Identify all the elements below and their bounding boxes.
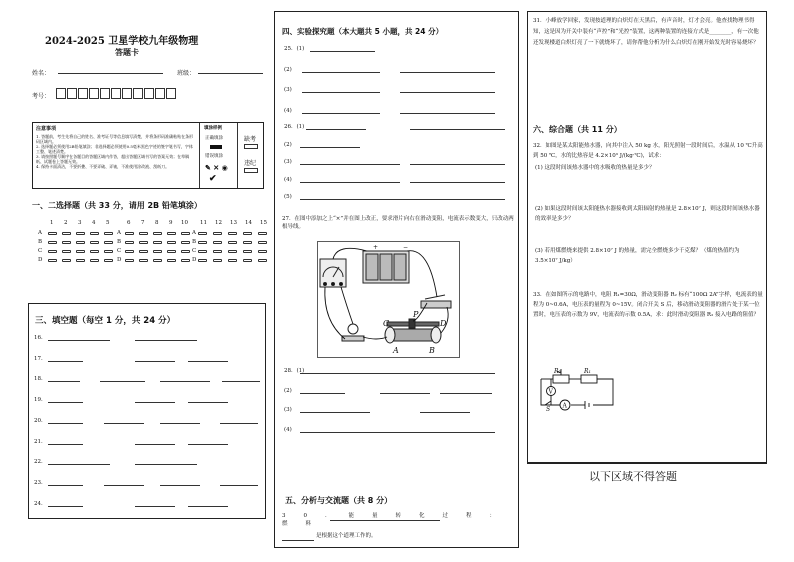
fill-blank[interactable] [135, 402, 175, 403]
rheostat [385, 319, 441, 343]
mc-option: C [38, 248, 43, 254]
answer-label: (5) [284, 194, 292, 200]
mc-bubble[interactable] [213, 241, 222, 244]
q32-part2: (2) 如果这段时间该太阳能热水器接收到太阳辐射的热量是 2.8×10⁷ J，则这段时间该热水器的效率是多少？ [535, 206, 760, 222]
mc-bubble[interactable] [104, 232, 113, 235]
exam-title: 2024-2025 卫星学校九年级物理 [45, 36, 199, 47]
fill-sample-title: 填涂样例 [204, 126, 222, 131]
answer-blank[interactable] [300, 199, 505, 200]
answer-blank[interactable] [300, 373, 495, 374]
answer-label: (3) [284, 407, 292, 414]
mc-num: 7 [141, 220, 145, 226]
section-6-title: 六、综合题（共 11 分） [533, 125, 622, 134]
class-label: 班级： [177, 70, 196, 77]
mc-bubble[interactable] [181, 241, 190, 244]
notice-title: 注意事项 [36, 126, 57, 132]
mc-bubble[interactable] [198, 250, 207, 253]
mc-bubble[interactable] [125, 259, 134, 262]
mc-bubble[interactable] [153, 259, 162, 262]
mc-bubble[interactable] [76, 259, 85, 262]
fill-blank[interactable] [135, 464, 197, 465]
experiment-circuit-diagram [317, 241, 460, 358]
check-icon: ✔ [209, 174, 217, 184]
mc-option: A [38, 230, 42, 236]
mc-num: 4 [92, 220, 96, 226]
mc-bubble[interactable] [76, 232, 85, 235]
mc-option: C [117, 248, 122, 254]
mc-bubble[interactable] [243, 232, 252, 235]
mc-bubble[interactable] [167, 259, 176, 262]
label-A: A [562, 402, 567, 410]
mc-bubble[interactable] [62, 250, 71, 253]
mc-bubble[interactable] [167, 232, 176, 235]
no-answer-zone [527, 463, 767, 464]
violation-label: 违纪 [244, 160, 257, 167]
fill-blank[interactable] [135, 506, 175, 507]
mc-bubble[interactable] [213, 232, 222, 235]
fill-question-number: 22. [34, 459, 43, 466]
label-A: A [393, 346, 399, 355]
answer-blank[interactable] [300, 432, 495, 433]
mc-bubble[interactable] [90, 232, 99, 235]
mc-num: 6 [127, 220, 131, 226]
answer-label: (2) [284, 141, 292, 148]
mc-bubble[interactable] [198, 241, 207, 244]
fill-blank[interactable] [160, 423, 200, 424]
mc-bubble[interactable] [228, 259, 237, 262]
notice-items [36, 134, 196, 169]
mc-bubble[interactable] [76, 241, 85, 244]
q32-intro: 32．如图是某太阳能热水器，向其中注入 50 kg 水，阳光照射一段时间后，水温从 10 ℃升高到 50 ℃，水的比热容是 4.2×10³ J/(kg·℃)，试求： [533, 143, 763, 159]
mc-bubble[interactable] [258, 259, 267, 262]
fill-question-number: 20. [34, 417, 43, 424]
id-label: 考号： [32, 93, 51, 100]
label-R2: R₂ [554, 368, 561, 375]
mc-num: 5 [106, 220, 110, 226]
mc-bubble[interactable] [90, 259, 99, 262]
violation-box[interactable] [244, 168, 258, 173]
mc-num: 15 [260, 220, 267, 226]
mc-bubble[interactable] [167, 250, 176, 253]
mc-bubble[interactable] [48, 259, 57, 262]
answer-label: (4) [284, 107, 292, 114]
answer-label: 28．(1) [284, 368, 305, 374]
mc-num: 10 [181, 220, 188, 226]
wrong-fill-label: 错误填涂 [205, 154, 223, 159]
notice-item: 1. 答题前，考生先将自己的姓名、准考证号等信息填写清楚，并将条形码准确粘贴在条形码区域内。 [36, 134, 194, 144]
fill-blank[interactable] [188, 444, 228, 445]
mc-bubble[interactable] [104, 250, 113, 253]
notice-box [32, 122, 264, 189]
notice-item: 2. 选择题必须使用2B铅笔填涂；非选择题必须使用0.5毫米黑色字迹的签字笔书写，字体工整、笔迹清楚。 [36, 144, 193, 154]
label-S: S [546, 406, 551, 413]
mc-bubble[interactable] [62, 259, 71, 262]
answer-blank[interactable] [410, 164, 505, 165]
mc-option: B [38, 239, 43, 245]
battery-pack [363, 251, 409, 283]
fill-blank[interactable] [48, 381, 80, 382]
label-B: B [429, 346, 435, 355]
mc-bubble[interactable] [167, 241, 176, 244]
fill-question-number: 24. [34, 500, 43, 507]
answer-blank[interactable] [400, 72, 495, 73]
fill-question-number: 17. [34, 355, 43, 362]
answer-label: (2) [284, 387, 292, 394]
experiment-title: 四、实验探究题（本大题共 5 小题，共 24 分） [282, 27, 444, 36]
analysis-title: 五、分析与交流题（共 8 分） [285, 496, 393, 505]
fill-question-number: 19. [34, 397, 43, 404]
fill-blank[interactable] [48, 485, 83, 486]
mc-option: A [192, 230, 196, 236]
fill-blank[interactable] [135, 340, 197, 341]
svg-text:−: − [403, 244, 409, 251]
mc-bubble[interactable] [76, 250, 85, 253]
q31-text: 31．小峰放学回家，发现按道理的白炽灯在天黑后，有声音时，灯才会亮。他查找物理书得知，这是因为开关中装有“声控”和“光控”装置，这两种装置的连接方式是________，有一次他还发现楼道白炽灯亮了一下就烧坏了，请你帮他分析为什么白炽灯在刚开始发光时容易烧坏？ [533, 18, 759, 46]
fill-blank[interactable] [220, 485, 258, 486]
absent-box[interactable] [244, 144, 258, 149]
mc-bubble[interactable] [243, 250, 252, 253]
answer-label: 25．(1) [284, 46, 305, 52]
fill-title: 三、填空题（每空 1 分，共 24 分） [35, 316, 176, 326]
mc-bubble[interactable] [181, 232, 190, 235]
q30-blank-1[interactable] [330, 520, 440, 521]
q30-line2: 是根据这个道理工作的。 [316, 533, 377, 539]
label-V: V [548, 388, 553, 396]
fill-blank[interactable] [135, 361, 175, 362]
name-field[interactable] [58, 73, 163, 74]
notice-item: 4. 保持卡面清洁，不要折叠、不要弄破、弄皱，不准使用涂改液、刮纸刀。 [36, 164, 170, 169]
fill-blank[interactable] [48, 361, 83, 362]
label-R1: R₁ [584, 368, 591, 375]
label-P: P [413, 310, 419, 319]
mc-bubble[interactable] [48, 250, 57, 253]
mc-bubble[interactable] [181, 250, 190, 253]
answer-blank[interactable] [300, 182, 400, 183]
answer-blank[interactable] [306, 129, 366, 130]
mc-num: 14 [245, 220, 252, 226]
fill-blank[interactable] [188, 402, 228, 403]
mc-bubble[interactable] [258, 232, 267, 235]
mc-option: A [117, 230, 121, 236]
fill-blank[interactable] [48, 423, 83, 424]
answer-blank[interactable] [310, 51, 375, 52]
correct-fill-label: 正确填涂 [205, 136, 223, 141]
mc-bubble[interactable] [139, 250, 148, 253]
fill-blank[interactable] [104, 423, 144, 424]
q27-text: 27．在图中添加之上“×”并在图上改正，要求滑片向右在滑动变阻，电流表示数变大，只改动两根导线。 [282, 216, 514, 230]
fill-question-number: 21. [34, 438, 43, 445]
mc-grid[interactable] [32, 212, 267, 274]
mc-title: 一、二选择题（共 33 分，请用 2B 铅笔填涂） [32, 201, 202, 210]
mc-bubble[interactable] [125, 250, 134, 253]
mc-bubble[interactable] [125, 232, 134, 235]
mc-bubble[interactable] [90, 241, 99, 244]
mc-option: D [117, 257, 122, 263]
answer-blank[interactable] [400, 92, 495, 93]
q33-text: 33．在如图所示的电路中，电阻 R₁=30Ω，滑动变阻器 R₂ 标有“100Ω 2A”字样，电流表的量程为 0~0.6A，电压表的量程为 0~15V。闭合开关 S 后，移动滑动变阻器的滑片处于某一位置时，电压表的示数为 9V，电流表的示数 0.5A，求：此时滑动变阻器 R₂ 接入电路的阻值？ [533, 292, 763, 318]
answer-label: (4) [284, 176, 292, 183]
mc-bubble[interactable] [243, 259, 252, 262]
answer-blank[interactable] [302, 92, 380, 93]
mc-bubble[interactable] [258, 250, 267, 253]
mc-bubble[interactable] [139, 241, 148, 244]
mc-num: 12 [215, 220, 222, 226]
mc-bubble[interactable] [139, 232, 148, 235]
fill-blank[interactable] [48, 506, 83, 507]
mc-bubble[interactable] [90, 250, 99, 253]
mc-bubble[interactable] [228, 250, 237, 253]
mc-bubble[interactable] [48, 232, 57, 235]
fill-blank[interactable] [160, 485, 200, 486]
mc-bubble[interactable] [104, 259, 113, 262]
fill-blank[interactable] [48, 464, 110, 465]
fill-blank[interactable] [188, 361, 228, 362]
answer-label: (2) [284, 66, 292, 73]
fill-blank[interactable] [100, 381, 145, 382]
notice-item: 3. 请按照题号顺序在各题目的答题区域内作答，超出答题区域书写的答案无效；在草稿纸、试题卷上答题无效。 [36, 154, 190, 164]
mc-bubble[interactable] [125, 241, 134, 244]
mc-bubble[interactable] [104, 241, 113, 244]
mc-num: 2 [64, 220, 68, 226]
mc-option: D [192, 257, 197, 263]
fill-blank[interactable] [48, 402, 83, 403]
fill-blank[interactable] [48, 444, 83, 445]
mc-num: 13 [230, 220, 237, 226]
fill-blank[interactable] [188, 506, 228, 507]
svg-text:+: + [373, 244, 379, 251]
answer-blank[interactable] [410, 182, 505, 183]
q32-part1: (1) 这段时间该热水器中的水吸收的热量是多少？ [535, 165, 655, 171]
mc-bubble[interactable] [139, 259, 148, 262]
fill-blank[interactable] [104, 485, 144, 486]
correct-fill-mark [210, 145, 222, 149]
lamp [342, 324, 364, 341]
mc-bubble[interactable] [48, 241, 57, 244]
fill-question-number: 18. [34, 376, 43, 383]
mc-bubble[interactable] [213, 259, 222, 262]
mc-bubble[interactable] [258, 241, 267, 244]
answer-label: (4) [284, 427, 292, 434]
fill-blank[interactable] [220, 423, 258, 424]
answer-blank[interactable] [302, 72, 380, 73]
mc-option: B [192, 239, 197, 245]
answer-blank[interactable] [300, 147, 360, 148]
answer-blank[interactable] [410, 129, 505, 130]
ammeter [320, 259, 346, 287]
mc-bubble[interactable] [153, 232, 162, 235]
answer-blank[interactable] [440, 393, 492, 394]
mc-num: 11 [200, 220, 207, 226]
mc-bubble[interactable] [181, 259, 190, 262]
mc-num: 3 [78, 220, 82, 226]
mc-bubble[interactable] [198, 259, 207, 262]
mc-option: C [192, 248, 197, 254]
answer-blank[interactable] [300, 393, 345, 394]
id-cells[interactable] [56, 88, 177, 99]
mc-option: D [38, 257, 43, 263]
mc-num: 8 [155, 220, 159, 226]
answer-blank[interactable] [300, 412, 370, 413]
fill-blank[interactable] [160, 381, 210, 382]
mc-bubble[interactable] [228, 232, 237, 235]
absent-label: 缺考 [244, 136, 257, 143]
mc-bubble[interactable] [243, 241, 252, 244]
mc-bubble[interactable] [62, 232, 71, 235]
q33-circuit [537, 365, 617, 413]
answer-label: (3) [284, 159, 292, 165]
class-field[interactable] [198, 73, 263, 74]
answer-blank[interactable] [302, 113, 380, 114]
answer-blank[interactable] [400, 113, 495, 114]
mc-option: B [117, 239, 122, 245]
fill-blank[interactable] [135, 444, 175, 445]
wrong-fill-marks: ✎ ✕ ◉ [205, 163, 228, 172]
answer-blank[interactable] [420, 412, 470, 413]
mc-bubble[interactable] [153, 241, 162, 244]
mc-bubble[interactable] [198, 232, 207, 235]
fill-blank[interactable] [48, 340, 110, 341]
mc-bubble[interactable] [228, 241, 237, 244]
mc-num: 9 [169, 220, 173, 226]
q30-line1: 30．能量转化过程：燃料 [282, 513, 513, 527]
answer-label: 26．(1) [284, 124, 305, 130]
no-answer-zone-label: 以下区域不得答题 [589, 470, 677, 483]
label-D: D [440, 319, 447, 328]
name-label: 姓名： [32, 70, 51, 77]
exam-subtitle: 答题卡 [115, 47, 139, 57]
mc-bubble[interactable] [153, 250, 162, 253]
q30-blank-2[interactable] [282, 540, 314, 541]
mc-num: 1 [50, 220, 54, 226]
mc-bubble[interactable] [213, 250, 222, 253]
answer-blank[interactable] [300, 164, 400, 165]
label-C: C [383, 319, 390, 328]
fill-question-number: 16. [34, 335, 43, 341]
answer-label: (3) [284, 87, 292, 93]
fill-question-number: 23. [34, 479, 43, 486]
fill-section [28, 303, 266, 519]
q32-part3: (3) 若用煤燃烧来提供 2.8×10⁷ J 的热量，需完全燃烧多少千克煤？（煤的热值约为 3.5×10⁷ J/kg） [535, 248, 740, 264]
answer-blank[interactable] [380, 393, 430, 394]
fill-blank[interactable] [222, 381, 260, 382]
mc-bubble[interactable] [62, 241, 71, 244]
